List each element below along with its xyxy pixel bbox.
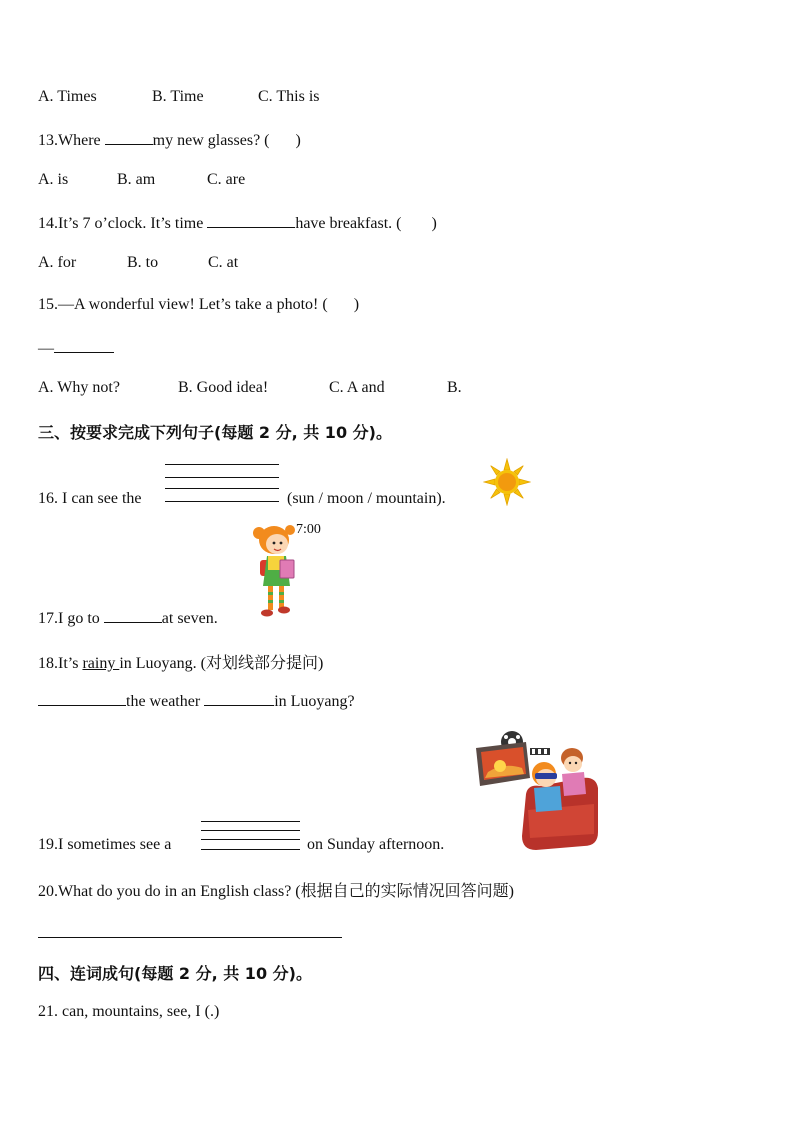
section3-title: 三、按要求完成下列句子(每题 2 分, 共 10 分)。 [38,423,392,442]
q13-blank[interactable] [105,130,153,145]
q14-blank[interactable] [207,213,295,228]
q15-option-a: A. Why not? [38,379,120,396]
sun-icon [483,458,531,506]
q19-text-after: on Sunday afternoon. [307,836,445,853]
q20-answer-line[interactable] [38,937,342,938]
girl-with-book-icon [250,522,304,620]
q15-option-b: B. Good idea! [178,379,269,396]
q18-underlined-word: rainy [82,655,120,672]
q15-paren-close: ) [353,296,360,313]
q13-option-b: B. am [117,171,156,188]
q14-option-a: A. for [38,254,77,271]
q18-answer [38,691,355,711]
q14-text-before: 14.It’s 7 o’clock. It’s time [38,215,208,232]
q19-writing-line-2[interactable] [201,830,300,831]
q18-answer-end: in Luoyang? [274,693,355,710]
q15-reply [38,338,114,358]
q18-blank-2[interactable] [204,691,274,706]
q17-blank[interactable] [104,608,162,623]
q14-question [38,213,437,233]
q19-writing-line-1[interactable] [201,821,300,822]
q18-prefix: 18.It’s [38,655,83,672]
q15-option-d: B. [447,379,462,396]
q14-paren-close: ) [431,215,437,232]
q17-question [38,608,218,628]
q19-writing-line-3[interactable] [201,839,300,840]
q19-writing-line-4[interactable] [201,849,300,850]
q15-reply-dash: — [38,340,54,357]
q14-option-c: C. at [208,254,239,271]
q12-option-b: B. Time [152,88,204,105]
q15-text: 15.—A wonderful view! Let’s take a photo! ( [38,296,328,313]
q21-question: 21. can, mountains, see, I (.) [38,1003,220,1020]
q16-writing-line-1[interactable] [165,464,279,465]
q13-option-a: A. is [38,171,69,188]
q16-writing-line-2[interactable] [165,477,279,478]
q16-choices: (sun / moon / mountain). [287,490,446,507]
q20-question: 20.What do you do in an English class? (根据自己的实际情况回答问题) [38,883,514,900]
q18-answer-mid: the weather [126,693,205,710]
q15-reply-blank[interactable] [54,338,114,353]
q18-blank-1[interactable] [38,691,126,706]
q16-writing-line-4[interactable] [165,501,279,502]
q16-writing-line-3[interactable] [165,488,279,489]
q14-option-b: B. to [127,254,159,271]
q13-question [38,130,301,150]
q13-option-c: C. are [207,171,246,188]
q18-question [38,650,323,673]
q13-text-after: my new glasses? ( [152,132,270,149]
section4-title: 四、连词成句(每题 2 分, 共 10 分)。 [38,964,312,983]
q15-question [38,296,359,314]
q17-time: 7:00 [296,522,321,537]
q16-text-before: 16. I can see the [38,490,142,507]
q17-text-after: at seven. [161,610,218,627]
q12-option-c: C. This is [258,88,320,105]
q18-suffix: in Luoyang. (对划线部分提问) [119,655,324,672]
movie-watching-icon [474,728,600,852]
q15-option-c: C. A and [329,379,385,396]
q19-text-before: 19.I sometimes see a [38,836,172,853]
q13-paren-close: ) [295,132,301,149]
q13-text-before: 13.Where [38,132,105,149]
q14-text-after: have breakfast. ( [295,215,402,232]
q12-option-a: A. Times [38,88,97,105]
q17-text-before: 17.I go to [38,610,104,627]
